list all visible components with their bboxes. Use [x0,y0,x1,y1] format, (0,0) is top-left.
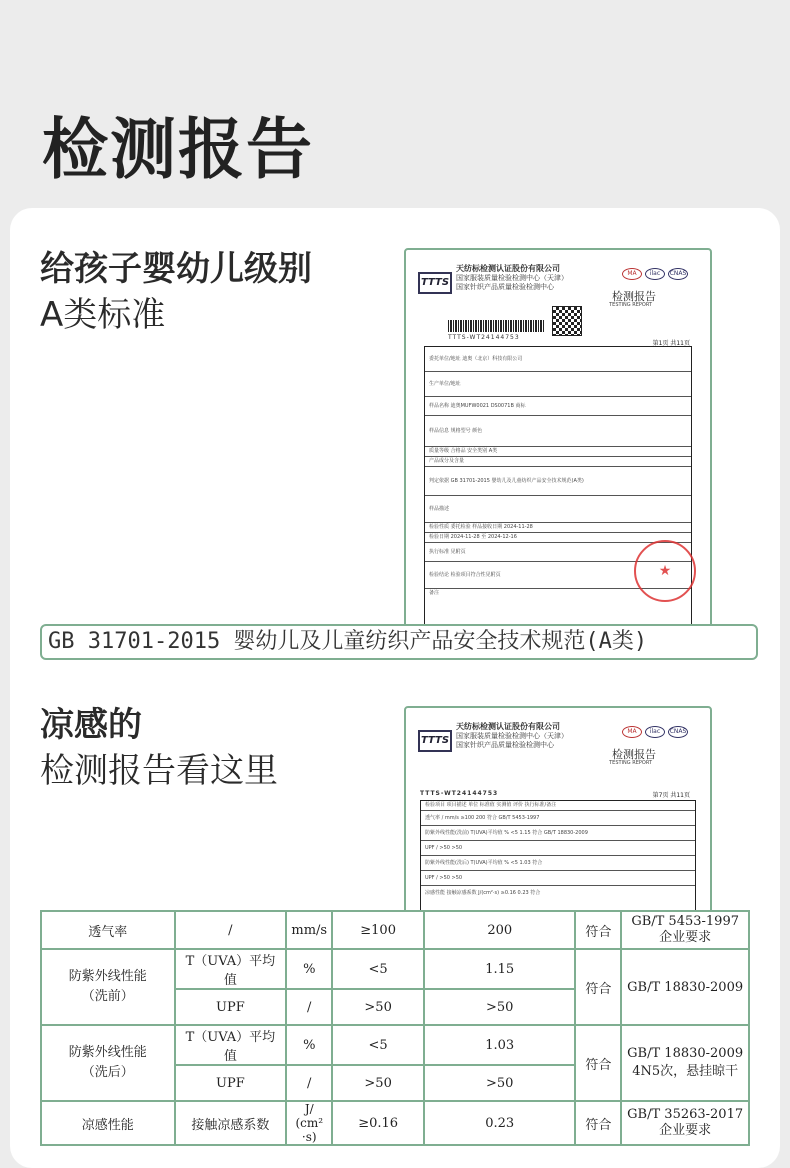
cell-value: >50 [424,989,575,1025]
report-row: 凉感性能 接触凉感系数 J/(cm²·s) ≥0.16 0.23 符合 [425,890,541,896]
cell-unit: % [286,949,332,989]
report-row: 样品名称 迪奥MUFW0021 DS0071B 商标 [425,397,691,416]
section2-title-line1: 凉感的 [40,705,142,745]
barcode [448,320,544,332]
cell-std: >50 [332,1065,424,1101]
table-row [41,949,749,989]
cell-item: 凉感性能 [41,1101,175,1145]
page-title: 检测报告 [42,111,314,188]
cell-eval: 符合 [575,949,621,1025]
cooling-test-table [40,910,750,1146]
table-row [41,911,749,949]
table-row [41,1025,749,1065]
cell-unit: mm/s [286,911,332,949]
report-row: 防紫外线性能(洗后) T(UVA)平均值 % <5 1.03 符合 [421,856,695,871]
report-title: 检测报告 [612,748,656,761]
report-title-en: TESTING REPORT [609,760,652,766]
cert-marks [622,726,688,738]
section2-title [40,702,278,794]
red-stamp: ★ [634,540,696,602]
cell-unit: / [286,989,332,1025]
report-org: 天纺标检测认证股份有限公司 国家服装质量检验检测中心（天津） 国家针织产品质量检验检测中心 [456,722,568,749]
report-row: 透气率 / mm/s ≥100 200 符合 GB/T 5453-1997 [421,811,695,826]
report-row: 检验结论 检验项目符合性见附页 [425,562,691,589]
ilac-mark: ilac [645,268,665,280]
ma-mark: MA [622,268,642,280]
cell-unit: J/ (cm² ·s) [286,1101,332,1145]
cell-eval: 符合 [575,911,621,949]
report-row: 质量等级 合格品 安全类别 A类 [425,447,691,457]
cell-unit: % [286,1025,332,1065]
cell-std: ≥0.16 [332,1101,424,1145]
report-page: 第1页 共11页 [652,340,690,347]
report-row: 检验性质 委托检验 样品接收日期 2024-11-28 [425,523,691,533]
cell-eval: 符合 [575,1101,621,1145]
cell-value: 1.03 [424,1025,575,1065]
report-row: 样品信息 规格型号 颜色 [425,416,691,447]
report-row: UPF / >50 >50 [421,841,695,856]
section1-title-line1: 给孩子婴幼儿级别 [40,249,312,289]
cell-desc: T（UVA）平均值 [175,949,287,989]
section2-title-line2: 检测报告看这里 [40,751,278,791]
report-row: 产品成分及含量 [425,457,691,467]
cell-desc: 接触凉感系数 [175,1101,287,1145]
cell-item: 透气率 [41,911,175,949]
cell-value: 0.23 [424,1101,575,1145]
cell-item: 防紫外线性能 （洗后） [41,1025,175,1101]
ttts-logo: TTTS [418,272,452,294]
cell-desc: UPF [175,989,287,1025]
cell-standard: GB/T 18830-2009 4N5次，悬挂晾干 [621,1025,749,1101]
cert-marks [622,268,688,280]
cell-standard: GB/T 5453-1997 企业要求 [621,911,749,949]
cell-unit: / [286,1065,332,1101]
qr-code [552,306,582,336]
table-row [41,1101,749,1145]
section1-title [40,246,312,338]
report-title-en: TESTING REPORT [609,302,652,308]
section1-title-line2: A类标准 [40,295,166,335]
report-page: 第7页 共11页 [652,792,690,799]
cell-std: ≥100 [332,911,424,949]
report-code: TTTS-WT24144753 [420,790,499,797]
cell-value: >50 [424,1065,575,1101]
report-org: 天纺标检测认证股份有限公司 国家服装质量检验检测中心（天津） 国家针织产品质量检验检测中心 [456,264,568,291]
cell-desc: UPF [175,1065,287,1101]
report-row: 生产单位/地址 [425,372,691,397]
report-row: 样品描述 [425,496,691,523]
ttts-logo: TTTS [418,730,452,752]
report-row: 备注 [429,590,440,596]
report-row: UPF / >50 >50 [421,871,695,886]
report-image-2 [404,706,712,916]
cell-item: 防紫外线性能 （洗前） [41,949,175,1025]
cell-value: 200 [424,911,575,949]
cnas-mark: CNAS [668,268,688,280]
report-row: 委托单位/地址 迪奥（北京）科技有限公司 [425,347,691,372]
cell-std: >50 [332,989,424,1025]
cell-desc: / [175,911,287,949]
cell-desc: T（UVA）平均值 [175,1025,287,1065]
report-row: 判定依据 GB 31701-2015 婴幼儿及儿童纺织产品安全技术规范(A类) [425,467,691,496]
cell-standard: GB/T 35263-2017 企业要求 [621,1101,749,1145]
report-image-1 [404,248,712,632]
report-row: 检验项目 项目描述 单位 标准值 实测值 评价 执行标准/备注 [421,801,695,811]
report-row: 防紫外线性能(洗前) T(UVA)平均值 % <5 1.15 符合 GB/T 18830-2009 [421,826,695,841]
report-title: 检测报告 [612,290,656,303]
cell-value: 1.15 [424,949,575,989]
ilac-mark: ilac [645,726,665,738]
report-row: 执行标准 见附页 [425,543,691,562]
report-code: TTTS-WT24144753 [448,334,520,341]
gb-standard-banner: GB 31701-2015 婴幼儿及儿童纺织产品安全技术规范(A类) [40,624,758,660]
cell-eval: 符合 [575,1025,621,1101]
report-table-2 [420,800,696,916]
cell-standard: GB/T 18830-2009 [621,949,749,1025]
cell-std: <5 [332,949,424,989]
report-row: 检验日期 2024-11-28 至 2024-12-16 [425,533,691,543]
cnas-mark: CNAS [668,726,688,738]
cell-std: <5 [332,1025,424,1065]
ma-mark: MA [622,726,642,738]
